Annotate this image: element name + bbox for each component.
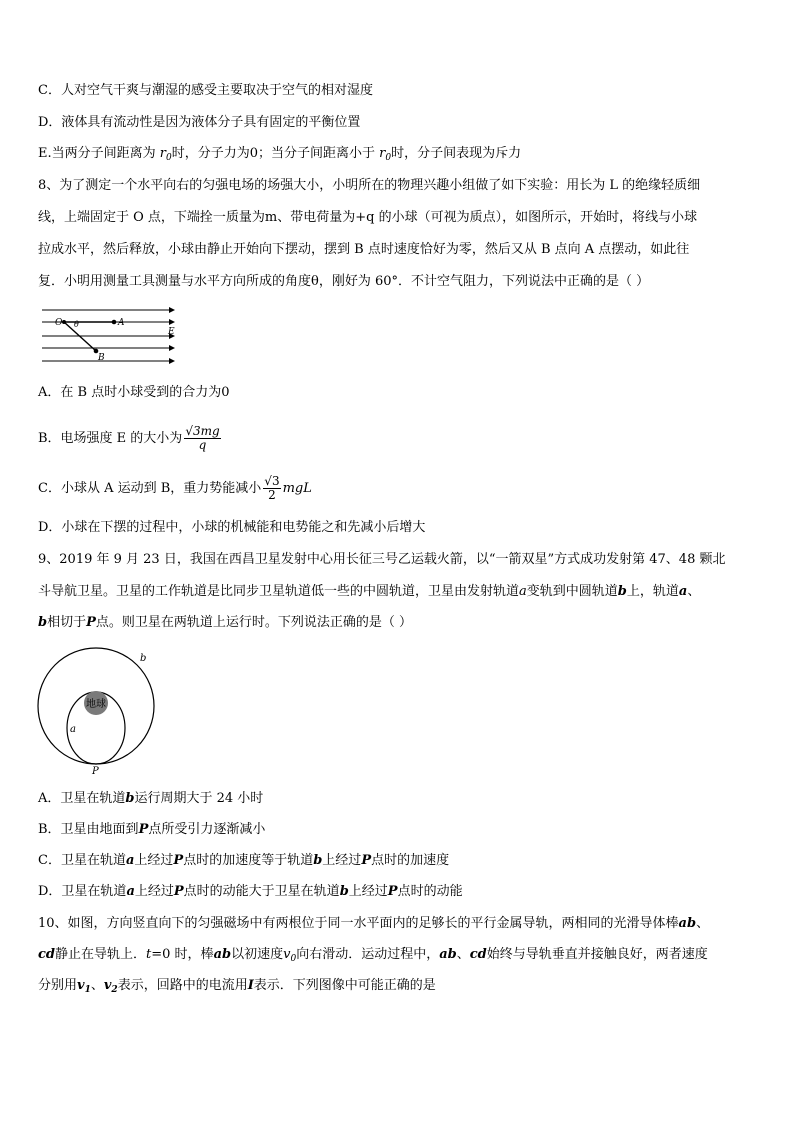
q8-option-c-suffix: mgL (282, 481, 312, 496)
q9-option-d: D．卫星在轨道a上经过P点时的动能大于卫星在轨道b上经过P点时的动能 (38, 884, 463, 899)
q8-stem-line4: 复．小明用测量工具测量与水平方向所成的角度θ，刚好为 60°．不计空气阻力，下列说法中正确的是（ ） (38, 274, 650, 289)
label-o: O (55, 318, 63, 328)
q10-stem-line1: 10、如图，方向竖直向下的匀强磁场中有两根位于同一水平面内的足够长的平行金属导轨，两相同的光滑导体棒ab、 (38, 916, 710, 931)
q8-option-b (38, 424, 223, 454)
q8-option-b-text: B．电场强度 E 的大小为 (38, 431, 183, 446)
q7-option-c: C．人对空气干爽与潮湿的感受主要取决于空气的相对湿度 (38, 83, 373, 98)
q7-option-e (38, 146, 521, 166)
label-a: A (118, 318, 125, 328)
q9-option-b: B．卫星由地面到P点所受引力逐渐减小 (38, 822, 266, 837)
fraction: $\frac{√3mg}{q}$ (185, 424, 220, 452)
label-p: P (92, 766, 99, 776)
q9-stem-line2: 斗导航卫星。卫星的工作轨道是比同步卫星轨道低一些的中圆轨道，卫星由发射轨道a变轨到中圆轨道b上，轨道a、 (38, 584, 701, 599)
q8-option-a: A．在 B 点时小球受到的合力为0 (38, 385, 230, 400)
q8-option-c-text: C．小球从 A 运动到 B，重力势能减小 (38, 481, 262, 496)
q10-stem-line3: 分别用$v_1$、$v_2$表示，回路中的电流用I表示．下列图像中可能正确的是 (38, 978, 436, 995)
q10-stem-line2: cd静止在导轨上．t=0 时，棒ab以初速度$v_0$向右滑动．运动过程中，ab、cd始终与导轨垂直并接触良好，两者速度 (38, 947, 708, 964)
q9-stem-line1: 9、2019 年 9 月 23 日，我国在西昌卫星发射中心用长征三号乙运载火箭，以“一箭双星”方式成功发射第 47、48 颗北 (38, 552, 726, 567)
r0-symbol: $r_0$ (159, 146, 172, 163)
label-theta: θ (74, 320, 79, 329)
q9-stem-line3: b相切于P点。则卫星在两轨道上运行时。下列说法正确的是（ ） (38, 615, 413, 630)
label-b: b (140, 653, 147, 664)
q9-option-c: C．卫星在轨道a上经过P点时的加速度等于轨道b上经过P点时的加速度 (38, 853, 450, 868)
label-b: B (98, 353, 105, 363)
q8-stem-line2: 线，上端固定于 O 点，下端拴一质量为m、带电荷量为+q 的小球（可视为质点），如图所示，开始时，将线与小球 (38, 210, 698, 225)
r0-symbol: $r_0$ (379, 146, 392, 163)
q9-orbit-diagram (36, 646, 161, 776)
q8-stem-line1: 8、为了测定一个水平向右的匀强电场的场强大小，小明所在的物理兴趣小组做了如下实验：用长为 L 的绝缘轻质细 (38, 178, 701, 193)
label-earth: 地球 (86, 699, 106, 710)
q7-e-text-1: E.当两分子间距离为 (38, 146, 160, 161)
label-e: E (168, 327, 175, 337)
q8-option-d: D．小球在下摆的过程中，小球的机械能和电势能之和先减小后增大 (38, 520, 426, 535)
point-a (112, 320, 117, 325)
q8-stem-line3: 拉成水平，然后释放，小球由静止开始向下摆动，摆到 B 点时速度恰好为零，然后又从 B 点向 A 点摆动，如此往 (38, 242, 690, 257)
label-a: a (70, 724, 76, 735)
q7-option-d: D．液体具有流动性是因为液体分子具有固定的平衡位置 (38, 115, 361, 130)
point-o (62, 320, 66, 324)
q8-field-diagram (36, 304, 186, 366)
q7-e-text-3: 时，分子间表现为斥力 (391, 146, 522, 161)
q7-e-text-2: 时，分子力为0；当分子间距离小于 (171, 146, 380, 161)
q8-option-c (38, 474, 312, 504)
fraction: $\frac{√3}{2}$ (264, 474, 280, 502)
q9-option-a: A．卫星在轨道b运行周期大于 24 小时 (38, 791, 264, 806)
